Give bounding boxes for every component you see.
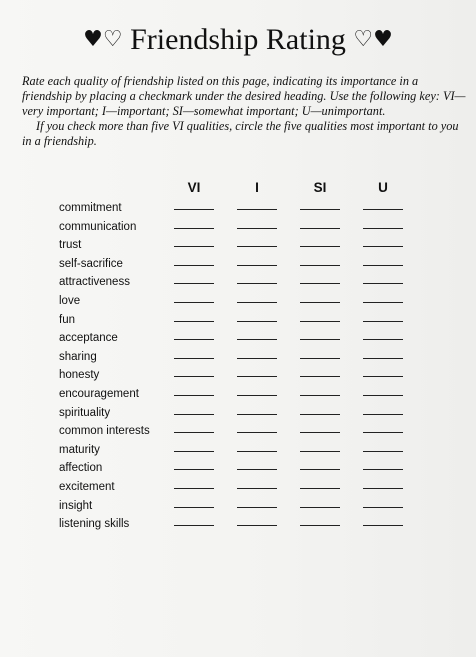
quality-label: maturity <box>59 443 100 456</box>
checkmark-blank-vi[interactable] <box>174 507 214 508</box>
checkmark-blank-vi[interactable] <box>174 432 214 433</box>
checkmark-blank-vi[interactable] <box>174 209 214 210</box>
checkmark-blank-si[interactable] <box>300 283 340 284</box>
instructions-paragraph-2: If you check more than five VI qualities, circle the five qualities most important to you in a friendship. <box>22 119 459 148</box>
rating-row <box>0 461 476 479</box>
checkmark-blank-u[interactable] <box>363 209 403 210</box>
checkmark-blank-vi[interactable] <box>174 525 214 526</box>
quality-label: acceptance <box>59 332 118 345</box>
rating-row <box>0 368 476 386</box>
rating-row <box>0 275 476 293</box>
column-header-si: SI <box>313 180 327 195</box>
quality-label: fun <box>59 313 75 326</box>
checkmark-blank-vi[interactable] <box>174 265 214 266</box>
column-header-i: I <box>255 180 259 195</box>
checkmark-blank-i[interactable] <box>237 339 277 340</box>
checkmark-blank-si[interactable] <box>300 488 340 489</box>
checkmark-blank-si[interactable] <box>300 302 340 303</box>
checkmark-blank-u[interactable] <box>363 507 403 508</box>
rating-row <box>0 220 476 238</box>
checkmark-blank-i[interactable] <box>237 469 277 470</box>
quality-label: sharing <box>59 350 97 363</box>
checkmark-blank-i[interactable] <box>237 283 277 284</box>
checkmark-blank-u[interactable] <box>363 265 403 266</box>
rating-row <box>0 406 476 424</box>
checkmark-blank-i[interactable] <box>237 209 277 210</box>
title-text: Friendship Rating <box>130 23 346 56</box>
rating-row <box>0 201 476 219</box>
checkmark-blank-i[interactable] <box>237 246 277 247</box>
checkmark-blank-si[interactable] <box>300 525 340 526</box>
checkmark-blank-vi[interactable] <box>174 321 214 322</box>
hearts-right-icon: ♡♥ <box>353 27 393 52</box>
instructions-paragraph-1: Rate each quality of friendship listed on this page, indicating its importance in a friendship by placing a checkmark under the desired heading. Use the following key: VI—very important; I—important; SI—somewhat important; U—unimportant. <box>22 74 466 118</box>
checkmark-blank-si[interactable] <box>300 432 340 433</box>
checkmark-blank-i[interactable] <box>237 302 277 303</box>
quality-label: excitement <box>59 481 115 493</box>
rating-row <box>0 517 476 535</box>
rating-row <box>0 350 476 368</box>
quality-label: common interests <box>59 425 150 438</box>
column-header-vi: VI <box>187 180 201 195</box>
rating-row <box>0 238 476 256</box>
checkmark-blank-si[interactable] <box>300 507 340 508</box>
checkmark-blank-u[interactable] <box>363 488 403 489</box>
quality-label: honesty <box>59 369 100 382</box>
checkmark-blank-si[interactable] <box>300 265 340 266</box>
checkmark-blank-u[interactable] <box>363 283 403 284</box>
checkmark-blank-i[interactable] <box>237 432 277 433</box>
checkmark-blank-si[interactable] <box>300 321 340 322</box>
checkmark-blank-si[interactable] <box>300 451 340 452</box>
rating-row <box>0 480 476 498</box>
quality-label: commitment <box>59 202 122 214</box>
checkmark-blank-vi[interactable] <box>174 283 214 284</box>
checkmark-blank-vi[interactable] <box>174 376 214 377</box>
checkmark-blank-si[interactable] <box>300 228 340 229</box>
checkmark-blank-si[interactable] <box>300 376 340 377</box>
checkmark-blank-si[interactable] <box>300 209 340 210</box>
checkmark-blank-i[interactable] <box>237 321 277 322</box>
checkmark-blank-u[interactable] <box>363 302 403 303</box>
quality-label: trust <box>59 239 82 252</box>
hearts-left-icon: ♥♡ <box>83 27 123 52</box>
checkmark-blank-u[interactable] <box>363 246 403 247</box>
rating-row <box>0 257 476 275</box>
checkmark-blank-u[interactable] <box>363 395 403 396</box>
page-title <box>0 22 476 58</box>
checkmark-blank-i[interactable] <box>237 358 277 359</box>
rating-row <box>0 331 476 349</box>
checkmark-blank-vi[interactable] <box>174 339 214 340</box>
checkmark-blank-u[interactable] <box>363 321 403 322</box>
rating-row <box>0 313 476 331</box>
checkmark-blank-u[interactable] <box>363 414 403 415</box>
quality-label: spirituality <box>59 406 111 419</box>
rating-row <box>0 499 476 517</box>
checkmark-blank-i[interactable] <box>237 265 277 266</box>
checkmark-blank-si[interactable] <box>300 414 340 415</box>
checkmark-blank-vi[interactable] <box>174 302 214 303</box>
checkmark-blank-si[interactable] <box>300 339 340 340</box>
checkmark-blank-u[interactable] <box>363 358 403 359</box>
checkmark-blank-i[interactable] <box>237 507 277 508</box>
checkmark-blank-u[interactable] <box>363 469 403 470</box>
quality-label: encouragement <box>59 388 139 400</box>
checkmark-blank-i[interactable] <box>237 414 277 415</box>
checkmark-blank-u[interactable] <box>363 451 403 452</box>
checkmark-blank-vi[interactable] <box>174 414 214 415</box>
checkmark-blank-u[interactable] <box>363 376 403 377</box>
checkmark-blank-si[interactable] <box>300 395 340 396</box>
quality-label: listening skills <box>59 518 130 531</box>
checkmark-blank-vi[interactable] <box>174 469 214 470</box>
quality-label: attractiveness <box>59 276 130 289</box>
checkmark-blank-u[interactable] <box>363 228 403 229</box>
checkmark-blank-vi[interactable] <box>174 358 214 359</box>
quality-label: self-sacrifice <box>59 257 123 270</box>
instructions <box>22 74 468 149</box>
checkmark-blank-vi[interactable] <box>174 246 214 247</box>
checkmark-blank-si[interactable] <box>300 246 340 247</box>
rating-row <box>0 294 476 312</box>
checkmark-blank-u[interactable] <box>363 339 403 340</box>
checkmark-blank-si[interactable] <box>300 469 340 470</box>
checkmark-blank-vi[interactable] <box>174 228 214 229</box>
rating-row <box>0 424 476 442</box>
quality-label: insight <box>59 499 93 512</box>
checkmark-blank-vi[interactable] <box>174 395 214 396</box>
checkmark-blank-i[interactable] <box>237 376 277 377</box>
checkmark-blank-i[interactable] <box>237 228 277 229</box>
checkmark-blank-i[interactable] <box>237 488 277 489</box>
column-header-u: U <box>378 180 388 195</box>
checkmark-blank-i[interactable] <box>237 525 277 526</box>
checkmark-blank-i[interactable] <box>237 395 277 396</box>
checkmark-blank-u[interactable] <box>363 525 403 526</box>
rating-row <box>0 387 476 405</box>
quality-label: love <box>59 295 81 307</box>
quality-label: affection <box>59 462 103 475</box>
checkmark-blank-i[interactable] <box>237 451 277 452</box>
checkmark-blank-vi[interactable] <box>174 451 214 452</box>
rating-row <box>0 443 476 461</box>
checkmark-blank-si[interactable] <box>300 358 340 359</box>
checkmark-blank-vi[interactable] <box>174 488 214 489</box>
quality-label: communication <box>59 220 137 233</box>
checkmark-blank-u[interactable] <box>363 432 403 433</box>
